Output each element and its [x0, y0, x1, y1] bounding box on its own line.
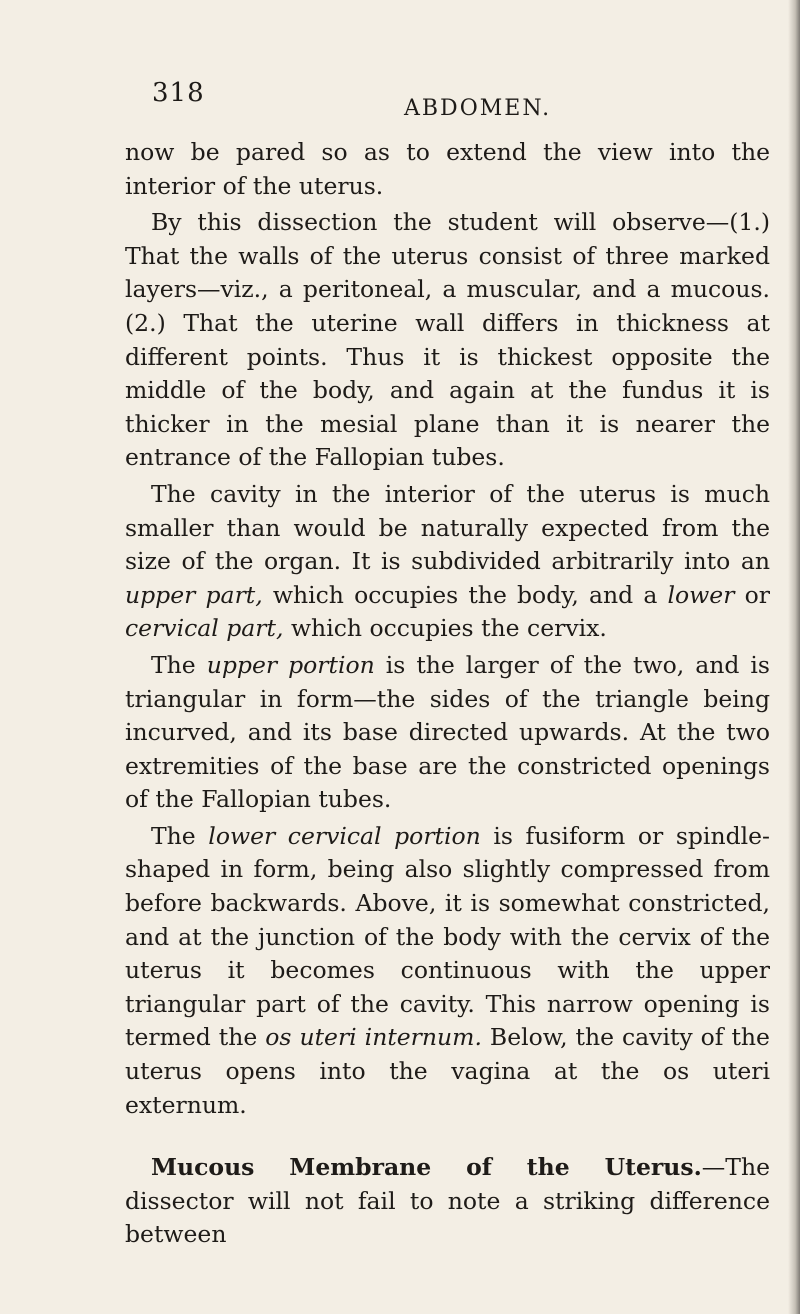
page-header: [152, 78, 692, 128]
italic-term: upper portion: [206, 650, 375, 679]
page-edge-shadow: [788, 0, 800, 1314]
body-text: [125, 136, 770, 1255]
paragraph-3: The cavity in the interior of the uterus is much smaller than would be naturally expected from the size of the organ. It is subdivided arbitrarily into an upper part, which occupies the body, and a lower or cervical part, which occupies the cervix.: [125, 479, 770, 643]
running-head: ABDOMEN.: [404, 96, 552, 121]
italic-term: lower: [667, 580, 735, 609]
paragraph-5: The lower cervical portion is fusiform or spindle-shaped in form, being also slightly compressed from before backwards. Above, it is somewhat constricted, and at the junction of the body with the cervix of the uterus it becomes continuous with the upper triangular part of the cavity. This narrow opening is termed the os uteri internum. Below, the cavity of the uterus opens into the vagina at the os uteri externum.: [125, 821, 770, 1119]
section-gap: [125, 1125, 770, 1151]
paragraph-2: By this dissection the student will observe—(1.) That the walls of the uterus consist of three marked layers—viz., a peritoneal, a muscular, and a mucous. (2.) That the uterine wall differs in thickness at different points. Thus it is thickest opposite the middle of the body, and again at the fundus it is thicker in the mesial plane than it is nearer the entrance of the Fallopian tubes.: [125, 208, 770, 472]
italic-term: os uteri internum.: [265, 1023, 482, 1052]
paragraph-6: Mucous Membrane of the Uterus.—The dissector will not fail to note a striking difference between: [125, 1153, 770, 1249]
italic-term: cervical part,: [125, 614, 284, 643]
paragraph-1: now be pared so as to extend the view into the interior of the uterus.: [125, 138, 770, 200]
paragraph-4: The upper portion is the larger of the two, and is triangular in form—the sides of the triangle being incurved, and its base directed upwards. At the two extremities of the base are the constricted openings of the Fallopian tubes.: [125, 650, 770, 814]
italic-term: upper part,: [125, 580, 263, 609]
italic-term: lower cervical portion: [208, 821, 481, 850]
section-heading: Mucous Membrane of the Uterus.: [151, 1153, 702, 1182]
page-number: 318: [152, 78, 205, 108]
